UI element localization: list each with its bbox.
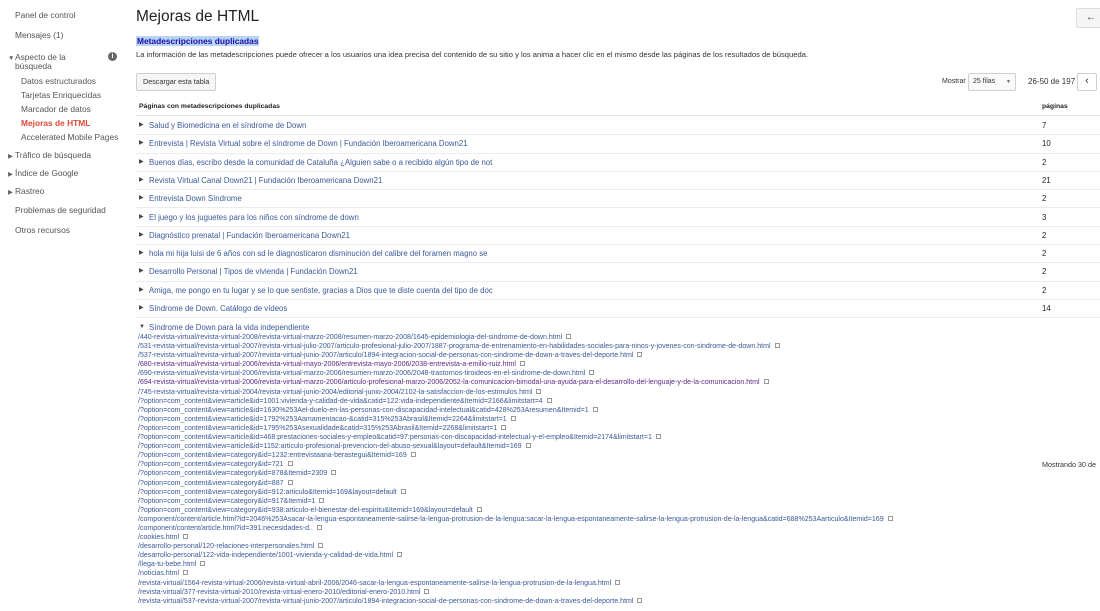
sidebar-item-security[interactable]: Problemas de seguridad	[15, 205, 106, 215]
row-page-count: 10	[1042, 139, 1051, 149]
url-link[interactable]	[138, 442, 1038, 451]
triangle-right-icon[interactable]: ▶	[139, 140, 144, 147]
external-link-icon[interactable]	[656, 434, 661, 439]
row-description[interactable]: Diagnóstico prenatal | Fundación Iberoamericana Down21	[149, 230, 350, 240]
url-text[interactable]: /desarrollo-personal/122-vida-independiente/1001-vivienda-y-calidad-de-vida.html	[138, 552, 394, 560]
sidebar-item-rich-cards[interactable]: Tarjetas Enriquecidas	[21, 90, 102, 100]
row-description[interactable]: Síndrome de Down para la vida independiente	[149, 323, 310, 332]
table-row[interactable]	[136, 282, 1100, 300]
sidebar-item-crawl[interactable]	[8, 186, 44, 196]
url-link[interactable]	[138, 488, 1038, 497]
external-link-icon[interactable]	[536, 389, 541, 394]
url-link[interactable]	[138, 588, 1038, 597]
triangle-right-icon[interactable]: ▶	[139, 122, 144, 128]
row-page-count: 21	[1042, 175, 1051, 185]
url-link[interactable]	[138, 551, 1038, 560]
row-page-count: 2	[1042, 194, 1047, 204]
sidebar-item-label: Aspecto de la	[15, 52, 66, 62]
external-link-icon[interactable]	[200, 561, 205, 566]
triangle-right-icon[interactable]: ▶	[139, 195, 144, 202]
table-row[interactable]	[136, 190, 1100, 208]
sidebar-item-other[interactable]: Otros recursos	[15, 225, 70, 235]
caret-down-icon: ▼	[8, 55, 15, 62]
sidebar-item-messages[interactable]: Mensajes (1)	[15, 30, 64, 40]
triangle-down-icon[interactable]: ▼	[139, 324, 145, 330]
table-row[interactable]	[136, 227, 1100, 245]
url-text[interactable]: /desarrollo-personal/120-relaciones-interpersonales.html	[138, 543, 315, 551]
pagination-range: 26-50 de 197	[1028, 77, 1076, 86]
triangle-right-icon[interactable]: ▶	[139, 176, 144, 183]
row-page-count: 2	[1042, 157, 1047, 167]
url-link[interactable]	[138, 579, 1038, 588]
external-link-icon[interactable]	[637, 352, 642, 357]
back-button[interactable]	[1076, 8, 1100, 28]
caret-right-icon: ▶	[8, 171, 13, 178]
url-text[interactable]: /?option=com_content&view=article&id=1792%253Aamamentacao-&catid=315%253Abrasil&Itemid=2264&limitstart=1	[138, 415, 507, 423]
url-text[interactable]: /?option=com_content&view=article&id=1152:articulo-profesional-prevencion-del-abuso-sexual&layout=default&Itemid=169	[138, 443, 522, 451]
url-link[interactable]	[138, 533, 1038, 542]
download-table-button[interactable]: Descargar esta tabla	[136, 73, 216, 91]
url-link[interactable]	[138, 569, 1038, 578]
section-description: La información de las metadescripciones puede ofrecer a los usuarios una idea precisa del contenido de su sitio y los anima a hacer clic en el mismo desde las páginas de los resultados de búsqueda.	[136, 50, 809, 59]
triangle-right-icon[interactable]: ▶	[139, 268, 144, 275]
column-header-pages[interactable]: páginas	[1042, 103, 1068, 110]
triangle-right-icon[interactable]: ▶	[139, 231, 144, 238]
url-link[interactable]	[138, 424, 1038, 433]
url-link[interactable]	[138, 460, 1038, 469]
sidebar-item-label: Índice de Google	[15, 168, 79, 178]
sidebar-item-data-highlighter[interactable]: Marcador de datos	[21, 104, 91, 114]
table-row[interactable]	[136, 300, 1100, 318]
url-link[interactable]	[138, 451, 1038, 460]
url-text[interactable]: /690-revista-virtual/revista-virtual-2006/revista-virtual-marzo-2006/resumen-marzo-2006/2048-trastornos-tiroideos-en-el-sindrome-de-down.html	[138, 370, 586, 378]
row-description[interactable]: Revista Virtual Canal Down21 | Fundación Iberoamericana Down21	[149, 175, 383, 185]
show-label: Mostrar	[942, 78, 966, 85]
url-link[interactable]	[138, 524, 1038, 533]
external-link-icon[interactable]	[183, 534, 188, 539]
url-text[interactable]: /revista-virtual/537-revista-virtual-2007/revista-virtual-junio-2007/articulo/1894-integracion-social-de-personas-con-sindrome-de-down-a-traves-del-deporte.html	[138, 597, 634, 605]
sidebar	[0, 0, 128, 611]
url-text[interactable]: /component/content/article.html?id=2046%253Asacar-la-lengua-espontaneamente-salirse-la-lengua-protrusion-de-la-lengua:sacar-la-lengua-espontaneamente-salirse-la-lengua-protrusion-de-la-lengua&catid=688%253Aarticulo&Itemid=169	[138, 515, 884, 523]
info-icon[interactable]: i	[108, 52, 117, 61]
url-link[interactable]	[138, 597, 1038, 606]
external-link-icon[interactable]	[183, 570, 188, 575]
previous-page-button[interactable]	[1077, 73, 1097, 91]
external-link-icon[interactable]	[288, 480, 293, 485]
external-link-icon[interactable]	[288, 461, 293, 466]
sidebar-item-structured-data[interactable]: Datos estructurados	[21, 76, 96, 86]
triangle-right-icon[interactable]: ▶	[139, 305, 144, 311]
triangle-right-icon[interactable]: ▶	[139, 286, 144, 293]
table-row[interactable]	[136, 209, 1100, 227]
caret-right-icon: ▶	[8, 153, 13, 160]
external-link-icon[interactable]	[526, 443, 531, 448]
url-link[interactable]	[138, 333, 1038, 342]
showing-count: Mostrando 30 de	[1042, 460, 1096, 469]
row-page-count: 2	[1042, 267, 1047, 277]
url-text[interactable]: /llega-tu-bebe.html	[138, 561, 197, 569]
url-text[interactable]: /537-revista-virtual/revista-virtual-2007/revista-virtual-junio-2007/articulo/1894-integracion-social-de-personas-con-sindrome-de-down-a-traves-del-deporte.html	[138, 352, 634, 360]
url-link[interactable]	[138, 397, 1038, 406]
external-link-icon[interactable]	[317, 525, 322, 530]
external-link-icon[interactable]	[775, 343, 780, 348]
row-description[interactable]: hola mi hija luisi de 6 años con sd le diagnosticaron disminución del calibre del foramen magno se	[149, 249, 488, 259]
url-text[interactable]: /?option=com_content&view=category&id=878&Itemid=2309	[138, 470, 328, 478]
external-link-icon[interactable]	[397, 552, 402, 557]
main-content	[136, 0, 1100, 611]
url-link[interactable]	[138, 406, 1038, 415]
url-text[interactable]: /?option=com_content&view=category&id=1232:entrevistaana-berastegui&Itemid=169	[138, 452, 407, 460]
url-link[interactable]	[138, 433, 1038, 442]
external-link-icon[interactable]	[501, 425, 506, 430]
table-row[interactable]	[136, 135, 1100, 153]
url-text[interactable]: /revista-virtual/377-revista-virtual-2010/revista-virtual-enero-2010/editorial-enero-2010.html	[138, 588, 421, 596]
back-arrow-icon: ←	[1086, 12, 1096, 23]
url-text[interactable]: /?option=com_content&view=article&id=1630%253Ael-duelo-en-las-personas-con-discapacidad-intelectual&catid=428%253Aresumen&Itemid=1	[138, 406, 589, 414]
row-page-count: 7	[1042, 121, 1047, 130]
url-text[interactable]: /?option=com_content&view=category&id=912:articulo&Itemid=169&layout=default	[138, 488, 397, 496]
external-link-icon[interactable]	[637, 598, 642, 603]
external-link-icon[interactable]	[547, 398, 552, 403]
row-page-count: 2	[1042, 249, 1047, 259]
url-link[interactable]	[138, 469, 1038, 478]
url-link[interactable]	[138, 515, 1038, 524]
rows-per-page-value: 25 filas	[973, 78, 996, 85]
sidebar-item-html-improvements[interactable]: Mejoras de HTML	[21, 118, 91, 128]
external-link-icon[interactable]	[764, 379, 769, 384]
row-description[interactable]: Salud y Biomedicina en el síndrome de Down	[149, 121, 307, 130]
column-header-descriptions[interactable]: Páginas con metadescripciones duplicadas	[139, 103, 280, 110]
url-text[interactable]: /noticias.html	[138, 570, 180, 578]
url-text[interactable]: /?option=com_content&view=category&id=917&Itemid=1	[138, 497, 316, 505]
rows-per-page-select[interactable]	[968, 73, 1016, 91]
table-row[interactable]	[136, 117, 1100, 135]
url-link[interactable]	[138, 378, 1038, 387]
row-page-count: 14	[1042, 304, 1051, 313]
url-link[interactable]	[138, 351, 1038, 360]
row-page-count: 3	[1042, 212, 1047, 222]
external-link-icon[interactable]	[511, 416, 516, 421]
url-text[interactable]: /revista-virtual/1564-revista-virtual-2006/revista-virtual-abril-2006/2046-sacar-la-lengua-espontaneamente-salirse-la-lengua-protrusion-de-la-lengua.html	[138, 579, 612, 587]
url-text[interactable]: /component/content/article.html?id=391:necesidades-d..	[138, 524, 313, 532]
url-text[interactable]: /cookies.html	[138, 534, 180, 542]
row-page-count: 2	[1042, 285, 1047, 295]
url-link[interactable]	[138, 342, 1038, 351]
table-header	[136, 97, 1100, 116]
url-link[interactable]	[138, 415, 1038, 424]
url-link[interactable]	[138, 560, 1038, 569]
url-link[interactable]	[138, 360, 1038, 369]
row-description[interactable]: Desarrollo Personal | Tipos de vivienda | Fundación Down21	[149, 267, 358, 277]
table-row[interactable]	[136, 245, 1100, 263]
url-text[interactable]: /?option=com_content&view=category&id=938:articulo-el-bienestar-del-espiritu&Itemid=169&layout=default	[138, 506, 473, 514]
external-link-icon[interactable]	[319, 498, 324, 503]
url-link[interactable]	[138, 388, 1038, 397]
url-link[interactable]	[138, 369, 1038, 378]
url-text[interactable]: /694-revista-virtual/revista-virtual-2006/revista-virtual-marzo-2006/articulo-profesional-marzo-2006/2052-la-comunicacion-bimodal-una-ayuda-para-el-desarrollo-del-lenguaje-y-de-la-comunicacion.html	[138, 379, 760, 387]
external-link-icon[interactable]	[589, 370, 594, 375]
url-text[interactable]: /745-revista-virtual/revista-virtual-2004/revista-virtual-junio-2004/editorial-junio-2004/2102-la-satisfaccion-de-los-estimulos.html	[138, 388, 533, 396]
external-link-icon[interactable]	[331, 470, 336, 475]
table-row[interactable]	[136, 263, 1100, 281]
row-description[interactable]: Entrevista | Revista Virtual sobre el síndrome de Down | Fundación Iberoamericana Down21	[149, 139, 468, 149]
triangle-right-icon[interactable]: ▶	[139, 158, 144, 165]
sidebar-item-search-appearance-line2: búsqueda	[15, 61, 52, 71]
external-link-icon[interactable]	[424, 589, 429, 594]
url-text[interactable]: /?option=com_content&view=category&id=887	[138, 479, 284, 487]
sidebar-item-search-traffic[interactable]	[8, 150, 91, 160]
external-link-icon[interactable]	[520, 361, 525, 366]
page-title: Mejoras de HTML	[136, 8, 260, 25]
url-text[interactable]: /?option=com_content&view=article&id=468:prestaciones-sociales-y-empleo&catid=97:personas-con-discapacidad-intelectual-y-el-empleo&Itemid=2174&limitstart=1	[138, 434, 652, 442]
sidebar-item-amp[interactable]: Accelerated Mobile Pages	[21, 132, 119, 142]
url-list	[138, 333, 1038, 606]
caret-right-icon: ▶	[8, 189, 13, 196]
external-link-icon[interactable]	[318, 543, 323, 548]
triangle-right-icon[interactable]: ▶	[139, 213, 144, 220]
url-text[interactable]: /?option=com_content&view=article&id=1001:vivienda-y-calidad-de-vida&catid=122:vida-independiente&Itemid=2166&limitstart=4	[138, 397, 543, 405]
url-text[interactable]: /531-revista-virtual/revista-virtual-2007/revista-virtual-julio-2007/articulo-profesional-julio-2007/1887-programa-de-entrenamiento-en-habilidades-sociales-para-ninos-y-jovenes-con-sindrome-de-down.html	[138, 343, 771, 351]
triangle-right-icon[interactable]: ▶	[139, 250, 144, 257]
external-link-icon[interactable]	[593, 407, 598, 412]
row-description[interactable]: Amiga, me pongo en tu lugar y se lo que sentiste, gracias a Dios que te diste cuenta del tipo de doc	[149, 285, 493, 295]
table-row[interactable]	[136, 154, 1100, 172]
external-link-icon[interactable]	[411, 452, 416, 457]
url-link[interactable]	[138, 497, 1038, 506]
external-link-icon[interactable]	[566, 334, 571, 339]
external-link-icon[interactable]	[477, 507, 482, 512]
dropdown-arrow-icon: ▼	[1006, 79, 1011, 85]
chevron-left-icon: ‹	[1085, 75, 1089, 87]
table-row[interactable]	[136, 172, 1100, 190]
external-link-icon[interactable]	[401, 489, 406, 494]
sidebar-item-dashboard[interactable]: Panel de control	[15, 10, 76, 20]
url-text[interactable]: /?option=com_content&view=article&id=1795%253Asexualidade&catid=315%253Abrasil&Itemid=2268&limitstart=1	[138, 424, 498, 432]
external-link-icon[interactable]	[615, 580, 620, 585]
section-title: Metadescripciones duplicadas	[137, 36, 259, 46]
url-link[interactable]	[138, 479, 1038, 488]
sidebar-item-google-index[interactable]	[8, 168, 78, 178]
sidebar-item-label: Rastreo	[15, 186, 45, 196]
url-link[interactable]	[138, 506, 1038, 515]
url-text[interactable]: /680-revista-virtual/revista-virtual-2006/revista-virtual-mayo-2006/entrevista-mayo-2006/2038-entrevista-a-emilio-ruiz.html	[138, 361, 516, 369]
row-description[interactable]: El juego y los juguetes para los niños con síndrome de down	[149, 212, 359, 222]
sidebar-item-label: Tráfico de búsqueda	[15, 150, 92, 160]
url-text[interactable]: /?option=com_content&view=category&id=721	[138, 461, 284, 469]
row-description[interactable]: Síndrome de Down. Catálogo de vídeos	[149, 304, 288, 313]
url-link[interactable]	[138, 542, 1038, 551]
external-link-icon[interactable]	[888, 516, 893, 521]
row-description[interactable]: Buenos días, escribo desde la comunidad de Cataluña ¿Alguien sabe o a recibido algún tipo de not	[149, 157, 493, 167]
row-page-count: 2	[1042, 230, 1047, 240]
url-text[interactable]: /440-revista-virtual/revista-virtual-2008/revista-virtual-marzo-2008/resumen-marzo-2008/1645-epidemiologia-del-sindrome-de-down.html	[138, 334, 563, 341]
row-description[interactable]: Entrevista Down Síndrome	[149, 194, 242, 204]
